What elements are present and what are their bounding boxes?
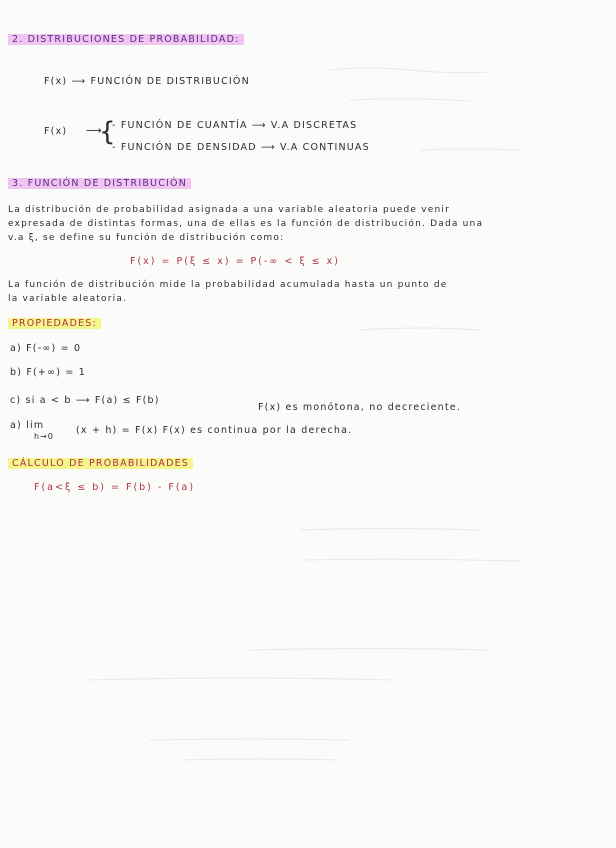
paragraph-1-line-3: v.a ξ, se define su función de distribución como: xyxy=(8,233,285,243)
fx-definition-line: F(x) ⟶ FUNCIÓN DE DISTRIBUCIÓN xyxy=(44,76,250,87)
section-3-heading-text: 3. FUNCIÓN DE DISTRIBUCIÓN xyxy=(8,178,191,189)
property-d-subscript: h→0 xyxy=(34,432,54,441)
branch-cuantia: - FUNCIÓN DE CUANTÍA ⟶ V.A DISCRETAS xyxy=(112,120,358,131)
property-d-prefix: a) lim xyxy=(10,420,45,431)
property-b: b) F(+∞) = 1 xyxy=(10,367,86,378)
paragraph-2-line-1: La función de distribución mide la probabilidad acumulada hasta un punto de xyxy=(8,280,448,290)
property-a: a) F(-∞) = 0 xyxy=(10,343,82,354)
calc-formula: F(a<ξ ≤ b) = F(b) - F(a) xyxy=(34,482,196,493)
paragraph-1-line-1: La distribución de probabilidad asignada a una variable aleatoria puede venir xyxy=(8,205,451,215)
property-d-rest: (x + h) = F(x) F(x) es continua por la derecha. xyxy=(76,425,353,436)
brace-icon: { xyxy=(99,117,116,147)
property-c-note: F(x) es monótona, no decreciente. xyxy=(258,402,462,413)
distribution-definition: F(x) = P(ξ ≤ x) = P(-∞ < ξ ≤ x) xyxy=(130,256,340,267)
property-c: c) si a < b ⟶ F(a) ≤ F(b) xyxy=(10,395,160,406)
section-3-heading xyxy=(8,178,191,189)
properties-heading xyxy=(8,318,101,329)
calc-heading xyxy=(8,458,193,469)
paragraph-1-line-2: expresada de distintas formas, una de ellas es la función de distribución. Dada una xyxy=(8,219,484,229)
fx-label: F(x) xyxy=(44,126,68,137)
section-2-heading-text: 2. DISTRIBUCIONES DE PROBABILIDAD: xyxy=(8,34,244,45)
section-2-heading xyxy=(8,34,244,45)
paragraph-2-line-2: la variable aleatoria. xyxy=(8,294,128,304)
properties-heading-text: PROPIEDADES: xyxy=(8,318,101,329)
arrow-icon: ⟶ xyxy=(86,124,103,137)
branch-densidad: - FUNCIÓN DE DENSIDAD ⟶ V.A CONTINUAS xyxy=(112,142,370,153)
calc-heading-text: CÁLCULO DE PROBABILIDADES xyxy=(8,458,193,469)
